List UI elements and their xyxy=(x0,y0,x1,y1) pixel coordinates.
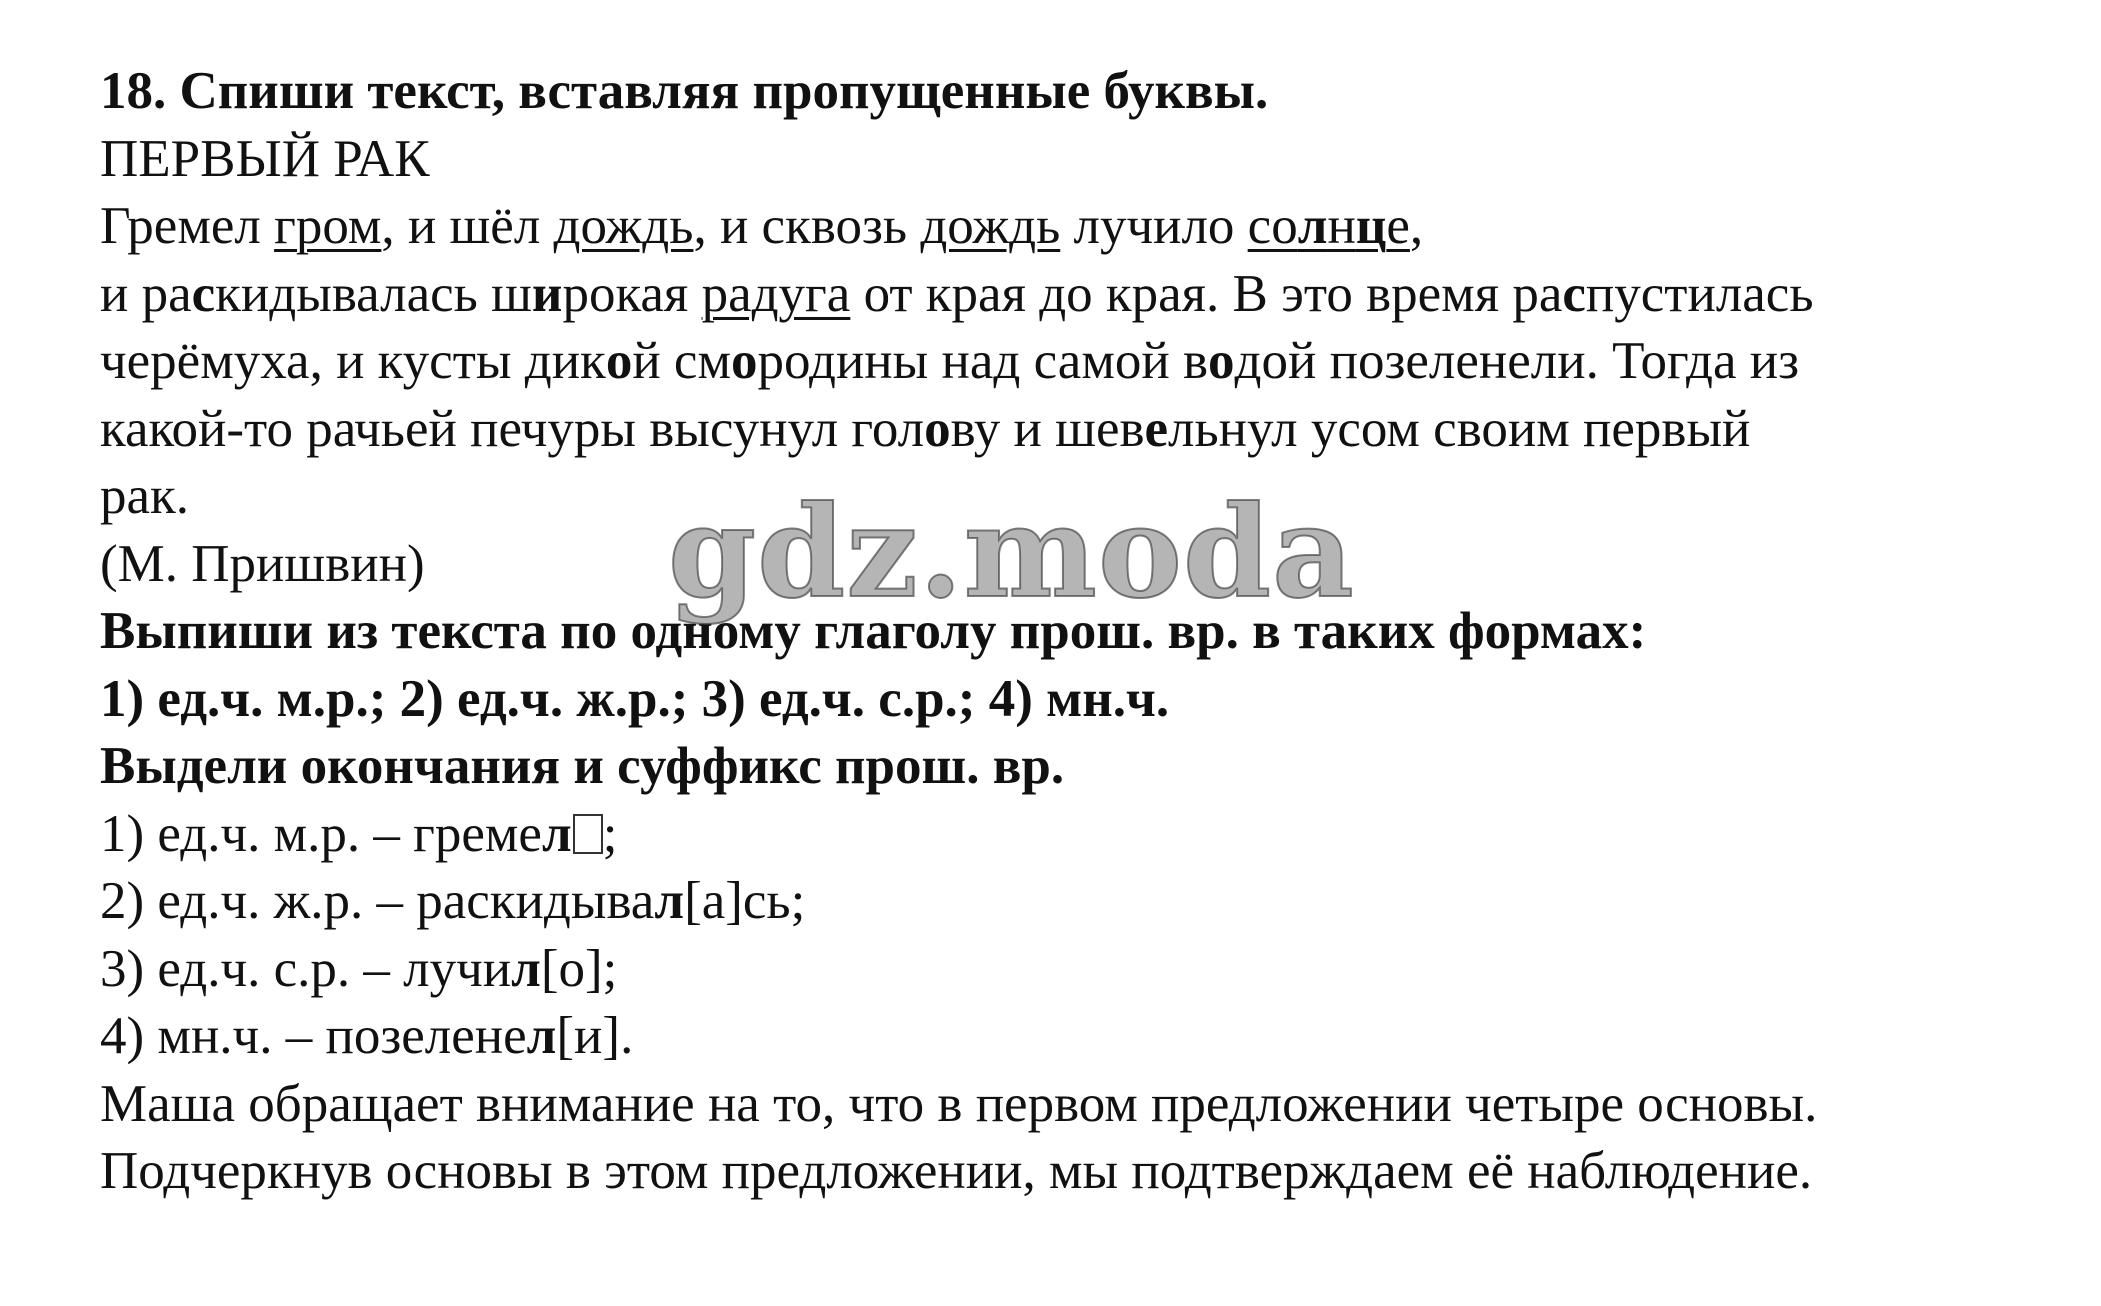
watermark-logo: gdz.moda xyxy=(668,478,1355,626)
inserted-letter: о xyxy=(924,399,951,458)
inserted-letter: с xyxy=(191,264,216,323)
text-line xyxy=(100,261,2060,329)
answer-tail: ; xyxy=(602,939,618,998)
answer-text: 3) ед.ч. с.р. – лучи xyxy=(100,939,512,998)
text-segment: кидывалась ш xyxy=(215,264,532,323)
text-segment: и ра xyxy=(100,264,192,323)
underlined-segment: радуга xyxy=(701,264,851,323)
word-ending: [и] xyxy=(556,1007,621,1065)
underlined-segment: н xyxy=(1327,197,1356,255)
text-segment: родины над самой в xyxy=(757,332,1208,390)
text-segment: дой позеленели. Тогда из xyxy=(1234,332,1800,390)
underlined-segment: е xyxy=(1386,197,1410,255)
text-segment: лучило xyxy=(1060,197,1248,255)
answer-line-2 xyxy=(100,868,2060,936)
word-ending: [а] xyxy=(684,872,743,930)
inserted-letter: о xyxy=(731,332,758,390)
text-segment: от края до края. В это время ра xyxy=(850,264,1563,323)
text-segment: , и шёл xyxy=(381,197,554,255)
exercise-heading: 18. Спиши текст, вставляя пропущенные буквы. xyxy=(100,62,1269,120)
text-segment: какой-то рачьей печуры высунул гол xyxy=(100,399,925,458)
answer-tail: ; xyxy=(602,804,618,863)
underlined-segment: со xyxy=(1247,197,1298,255)
text-title: ПЕРВЫЙ РАК xyxy=(100,129,430,188)
past-suffix: л xyxy=(511,939,541,998)
answer-tail: . xyxy=(620,1007,634,1065)
answer-text: 1) ед.ч. м.р. – греме xyxy=(100,804,542,863)
underlined-segment: дождь xyxy=(920,197,1061,255)
inserted-letter: о xyxy=(1208,332,1235,390)
question-line: Выпиши из текста по одному глаголу прош. вр. в таких формах: xyxy=(100,602,1647,660)
inserted-letter: и xyxy=(531,264,563,323)
answer-line-4 xyxy=(100,1003,2060,1071)
underlined-segment: л xyxy=(1297,197,1328,255)
answer-text: 2) ед.ч. ж.р. – раскидыва xyxy=(100,872,655,930)
underlined-segment: дождь xyxy=(553,197,694,255)
answer-line-3 xyxy=(100,936,2060,1004)
closing-line: Маша обращает внимание на то, что в первом предложении четыре основы. xyxy=(100,1074,1818,1133)
text-segment: , xyxy=(1409,197,1424,255)
text-line xyxy=(100,463,2060,531)
past-suffix: л xyxy=(654,872,685,930)
question-line: Выдели окончания и суффикс прош. вр. xyxy=(100,737,1065,795)
text-author: (М. Пришвин) xyxy=(100,534,425,593)
text-segment: льнул усом своим первый xyxy=(1168,399,1751,458)
text-segment: , и сквозь xyxy=(693,197,921,255)
text-line xyxy=(100,193,2060,261)
past-suffix: л xyxy=(526,1007,557,1065)
underlined-segment: гром xyxy=(274,197,382,255)
past-suffix: л xyxy=(541,804,572,863)
text-body xyxy=(100,193,2060,531)
word-ending: [о] xyxy=(540,939,603,998)
text-segment: рокая xyxy=(562,264,702,323)
underlined-segment: ц xyxy=(1355,197,1387,255)
document-page xyxy=(100,58,2060,1206)
text-segment: рак. xyxy=(100,467,190,525)
inserted-letter: о xyxy=(605,332,633,390)
text-segment: й см xyxy=(632,332,731,390)
text-line xyxy=(100,328,2060,396)
inserted-letter: е xyxy=(1144,399,1169,458)
text-segment: черёмуха, и кусты дик xyxy=(100,332,606,390)
answer-line-1 xyxy=(100,801,2060,869)
text-segment: пустилась xyxy=(1585,264,1814,323)
text-segment: ву и шев xyxy=(950,399,1145,458)
text-segment: Гремел xyxy=(100,197,275,255)
answer-text: 4) мн.ч. – позелене xyxy=(100,1007,527,1065)
zero-ending-box xyxy=(573,814,603,854)
answer-tail: сь; xyxy=(742,872,806,930)
inserted-letter: с xyxy=(1562,264,1586,323)
question-line: 1) ед.ч. м.р.; 2) ед.ч. ж.р.; 3) ед.ч. с.р.; 4) мн.ч. xyxy=(100,669,1170,728)
text-line xyxy=(100,396,2060,464)
closing-line: Подчеркнув основы в этом предложении, мы подтверждаем её наблюдение. xyxy=(100,1142,1813,1200)
